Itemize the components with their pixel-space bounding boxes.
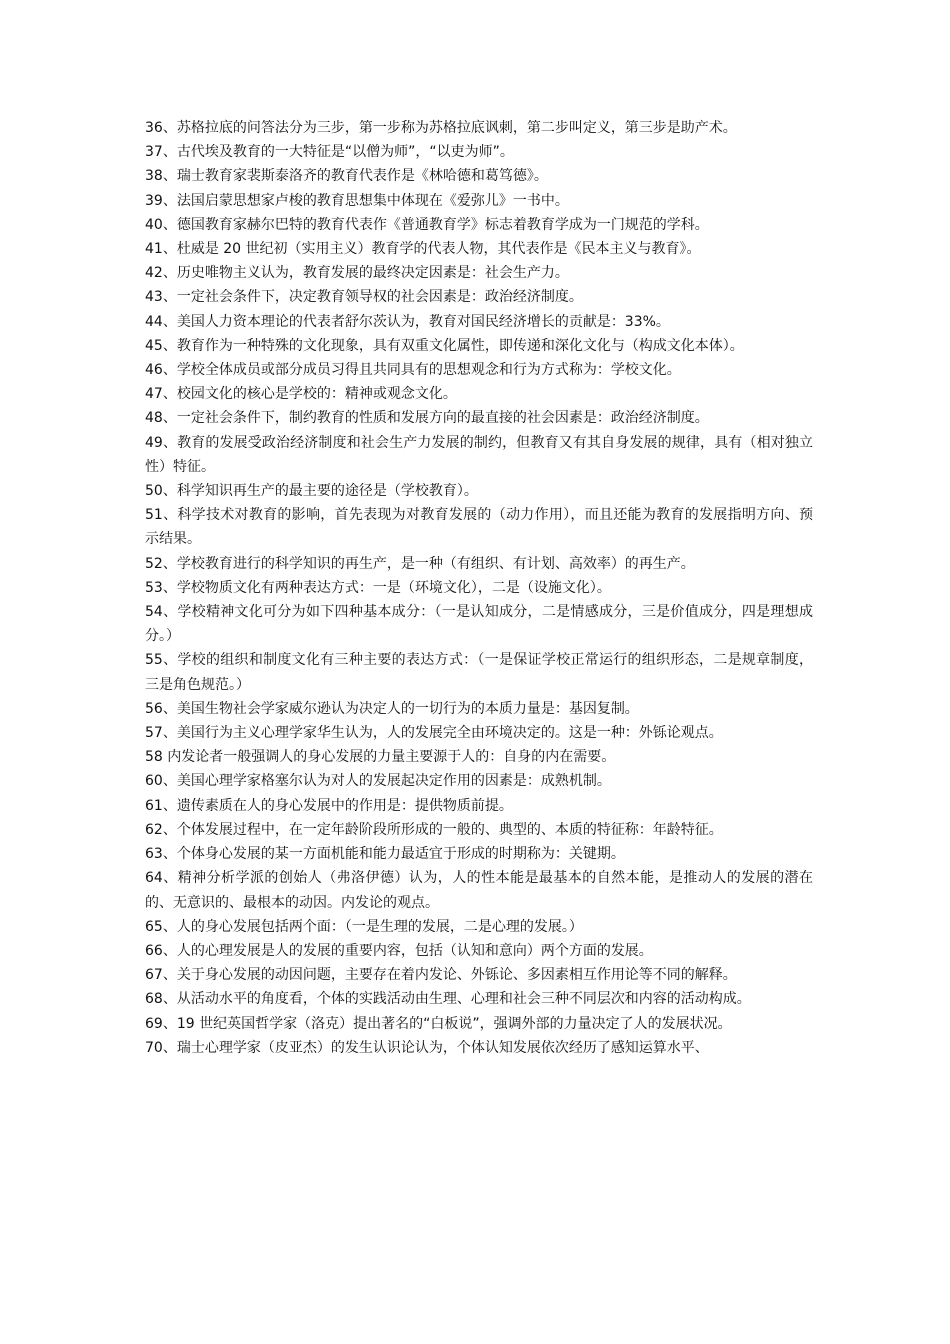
list-item: 67、关于身心发展的动因问题，主要存在着内发论、外铄论、多因素相互作用论等不同的解释。 — [145, 967, 737, 984]
list-item: 53、学校物质文化有两种表达方式：一是（环境文化），二是（设施文化）。 — [145, 579, 611, 596]
list-item: 70、瑞士心理学家（皮亚杰）的发生认识论认为，个体认知发展依次经历了感知运算水平、 — [145, 1039, 709, 1056]
list-item: 48、一定社会条件下，制约教育的性质和发展方向的最直接的社会因素是：政治经济制度。 — [145, 410, 709, 427]
list-item: 69、19 世纪英国哲学家（洛克）提出著名的“白板说”，强调外部的力量决定了人的发展状况。 — [145, 1015, 732, 1032]
list-item: 63、个体身心发展的某一方面机能和能力最适宜于形成的时期称为：关键期。 — [145, 846, 625, 863]
list-item: 60、美国心理学家格塞尔认为对人的发展起决定作用的因素是：成熟机制。 — [145, 773, 611, 790]
list-item: 47、校园文化的核心是学校的：精神或观念文化。 — [145, 386, 457, 403]
list-item: 54、学校精神文化可分为如下四种基本成分：（一是认知成分，二是情感成分，三是价值成分，四是理想成分。） — [145, 604, 813, 645]
list-item: 46、学校全体成员或部分成员习得且共同具有的思想观念和行为方式称为：学校文化。 — [145, 362, 681, 379]
list-item: 50、科学知识再生产的最主要的途径是（学校教育）。 — [145, 483, 478, 500]
document-body — [145, 116, 813, 1060]
list-item: 39、法国启蒙思想家卢梭的教育思想集中体现在《爱弥儿》一书中。 — [145, 192, 569, 209]
list-item: 57、美国行为主义心理学家华生认为，人的发展完全由环境决定的。这是一种：外铄论观点。 — [145, 725, 723, 742]
list-item: 43、一定社会条件下，决定教育领导权的社会因素是：政治经济制度。 — [145, 289, 583, 306]
list-item: 40、德国教育家赫尔巴特的教育代表作《普通教育学》标志着教育学成为一门规范的学科。 — [145, 216, 709, 233]
list-item: 61、遗传素质在人的身心发展中的作用是：提供物质前提。 — [145, 797, 513, 814]
list-item: 68、从活动水平的角度看，个体的实践活动由生理、心理和社会三种不同层次和内容的活动构成。 — [145, 991, 751, 1008]
list-item: 55、学校的组织和制度文化有三种主要的表达方式：（一是保证学校正常运行的组织形态，二是规章制度，三是角色规范。） — [145, 652, 813, 693]
list-item: 36、苏格拉底的问答法分为三步，第一步称为苏格拉底讽刺，第二步叫定义，第三步是助产术。 — [145, 120, 737, 136]
list-item: 41、杜威是 20 世纪初（实用主义）教育学的代表人物，其代表作是《民本主义与教育》。 — [145, 241, 701, 258]
list-item: 52、学校教育进行的科学知识的再生产，是一种（有组织、有计划、高效率）的再生产。 — [145, 555, 695, 572]
list-item: 38、瑞士教育家裴斯泰洛齐的教育代表作是《林哈德和葛笃德》。 — [145, 168, 548, 185]
list-item: 56、美国生物社会学家威尔逊认为决定人的一切行为的本质力量是：基因复制。 — [145, 700, 639, 717]
list-item: 64、精神分析学派的创始人（弗洛伊德）认为，人的性本能是最基本的自然本能，是推动人的发展的潜在的、无意识的、最根本的动因。内发论的观点。 — [145, 870, 813, 911]
list-item: 49、教育的发展受政治经济制度和社会生产力发展的制约，但教育又有其自身发展的规律，具有（相对独立性）特征。 — [145, 434, 813, 475]
list-item: 37、古代埃及教育的一大特征是“以僧为师”，“以吏为师”。 — [145, 144, 514, 161]
list-item: 62、个体发展过程中，在一定年龄阶段所形成的一般的、典型的、本质的特征称：年龄特征。 — [145, 821, 723, 838]
list-item: 65、人的身心发展包括两个面：（一是生理的发展，二是心理的发展。） — [145, 918, 583, 935]
list-item: 51、科学技术对教育的影响，首先表现为对教育发展的（动力作用），而且还能为教育的发展指明方向、预示结果。 — [145, 507, 813, 548]
list-item: 58 内发论者一般强调人的身心发展的力量主要源于人的：自身的内在需要。 — [145, 749, 616, 766]
list-item: 45、教育作为一种特殊的文化现象，具有双重文化属性，即传递和深化文化与（构成文化本体）。 — [145, 337, 744, 354]
list-item: 66、人的心理发展是人的发展的重要内容，包括（认知和意向）两个方面的发展。 — [145, 942, 653, 959]
list-item: 42、历史唯物主义认为，教育发展的最终决定因素是：社会生产力。 — [145, 265, 569, 282]
list-item: 44、美国人力资本理论的代表者舒尔茨认为，教育对国民经济增长的贡献是：33%。 — [145, 313, 670, 330]
